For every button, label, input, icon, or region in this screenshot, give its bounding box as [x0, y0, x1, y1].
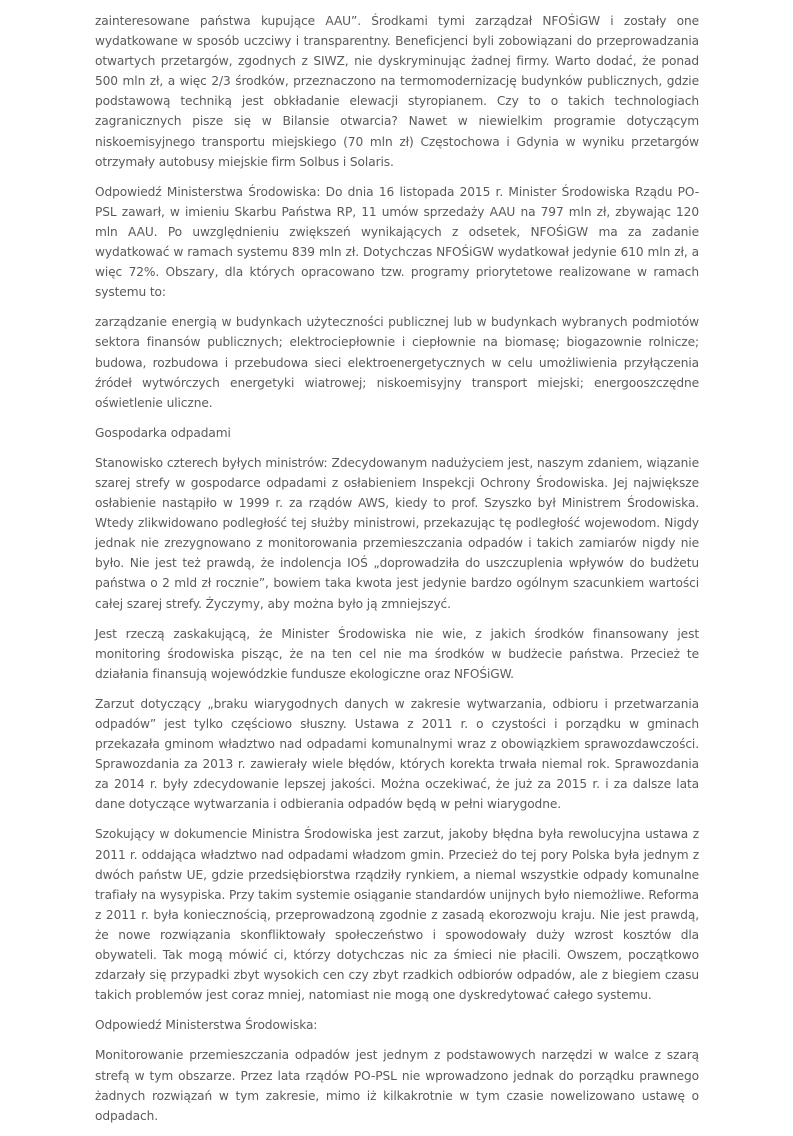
document-page	[95, 11, 699, 1136]
paragraph-aau-funds: zainteresowane państwa kupujące AAU”. Środkami tymi zarządzał NFOŚiGW i zostały one wydatkowane w sposób uczciwy i transparentny. Beneficjenci byli zobowiązani do przeprowadzania otwartych przetargów, zgodnych z SIWZ, nie dyskryminując żadnej firmy. Warto dodać, że ponad 500 mln zł, a więc 2/3 środków, przeznaczono na termomodernizację budynków publicznych, gdzie podstawową techniką jest obkładanie elewacji styropianem. Czy to o takich technologiach zagranicznych pisze się w Bilansie otwarcia? Nawet w niewielkim programie dotyczącym niskoemisyjnego transportu miejskiego (70 mln zł) Częstochowa i Gdynia w wyniku przetargów otrzymały autobusy miejskie firm Solbus i Solaris.	[95, 14, 699, 169]
paragraph-waste-monitoring: Monitorowanie przemieszczania odpadów jest jednym z podstawowych narzędzi w walce z szarą strefą w tym obszarze. Przez lata rządów PO-PSL nie wprowadzono jednak do porządku prawnego żadnych rozwiązań w tym zakresie, mimo iż kilkakrotnie w tym czasie nowelizowano ustawę o odpadach.	[95, 1048, 699, 1123]
subheading-ministry-response: Odpowiedź Ministerstwa Środowiska:	[95, 1018, 318, 1033]
paragraph-ministry-response-aau: Odpowiedź Ministerstwa Środowiska: Do dnia 16 listopada 2015 r. Minister Środowiska Rządu PO-PSL zawarł, w imieniu Skarbu Państwa RP, 11 umów sprzedaży AAU na 797 mln zł, zbywając 120 mln AAU. Po uwzględnieniu zwiększeń wynikających z odsetek, NFOŚiGW ma za zadanie wydatkować w ramach systemu 839 mln zł. Dotychczas NFOŚiGW wydatkował jedynie 610 mln zł, a więc 72%. Obszary, dla których opracowano tzw. programy priorytetowe realizowane w ramach systemu to:	[95, 184, 699, 300]
section-heading-waste-management: Gospodarka odpadami	[95, 425, 231, 440]
paragraph-2011-act: Szokujący w dokumencie Ministra Środowiska jest zarzut, jakoby błędna była rewolucyjna ustawa z 2011 r. oddająca władztwo nad odpadami władzom gmin. Przecież do tej pory Polska była jednym z dwóch państw UE, gdzie przedsiębiorstwa rządziły rynkiem, a niemal wszystkie odpady komunalne trafiały na wysypiska. Przy takim systemie osiąganie standardów unijnych było niemożliwe. Reforma z 2011 r. była koniecznością, przeprowadzoną zgodnie z zasadą ekorozwoju kraju. Nie jest prawdą, że nowe rozwiązania skonfliktowały społeczeństwo i spowodowały duży wzrost kosztów dla obywateli. Tak mogą mówić ci, którzy dotychczas nic za śmieci nie płacili. Owszem, początkowo zdarzały się przypadki zbyt wysokich cen czy zbyt rzadkich odbiorów odpadów, ale z biegiem czasu takich problemów jest coraz mniej, natomiast nie mogą one dyskredytować całego systemu.	[95, 827, 700, 1003]
paragraph-former-ministers-position: Stanowisko czterech byłych ministrów: Zdecydowanym nadużyciem jest, naszym zdaniem, wiązanie szarej strefy w gospodarce odpadami z osłabieniem Inspekcji Ochrony Środowiska. Jej największe osłabienie nastąpiło w 1999 r. za rządów AWS, kiedy to prof. Szyszko był Ministrem Środowiska. Wtedy zlikwidowano podległość tej służby ministrowi, przekazując tę podległość wojewodom. Nigdy jednak nie zrezygnowano z monitorowania przemieszczania odpadów i takich zamiarów nigdy nie było. Nie jest też prawdą, że indolencja IOŚ „doprowadziła do uszczuplenia wpływów do budżetu państwa o 2 mld zł rocznie”, bowiem taka kwota jest jedynie bardzo ogólnym szacunkiem wartości całej szarej strefy. Życzymy, aby można było ją zmniejszyć.	[95, 455, 699, 611]
paragraph-data-reliability: Zarzut dotyczący „braku wiarygodnych danych w zakresie wytwarzania, odbioru i przetwarzania odpadów” jest tylko częściowo słuszny. Ustawa z 2011 r. o czystości i porządku w gminach przekazała gminom władztwo nad odpadami komunalnymi wraz z obowiązkiem sprawozdawczości. Sprawozdania za 2013 r. zawierały wiele błędów, których korekta trwała niemal rok. Sprawozdania za 2014 r. były zdecydowanie lepszej jakości. Można oczekiwać, że już za 2015 r. i za dalsze lata dane dotyczące wytwarzania i odbierania odpadów będą w pełni wiarygodne.	[95, 696, 699, 812]
paragraph-priority-programs: zarządzanie energią w budynkach użyteczności publicznej lub w budynkach wybranych podmiotów sektora finansów publicznych; elektrociepłownie i ciepłownie na biomasę; biogazownie rolnicze; budowa, rozbudowa i przebudowa sieci elektroenergetycznych w celu umożliwienia przyłączenia źródeł wytwórczych energetyki wiatrowej; niskoemisyjny transport miejski; energooszczędne oświetlenie uliczne.	[95, 315, 699, 410]
paragraph-monitoring-funding: Jest rzeczą zaskakującą, że Minister Środowiska nie wie, z jakich środków finansowany jest monitoring środowiska pisząc, że na ten cel nie ma środków w budżecie państwa. Przecież te działania finansują wojewódzkie fundusze ekologiczne oraz NFOŚiGW.	[95, 626, 699, 681]
